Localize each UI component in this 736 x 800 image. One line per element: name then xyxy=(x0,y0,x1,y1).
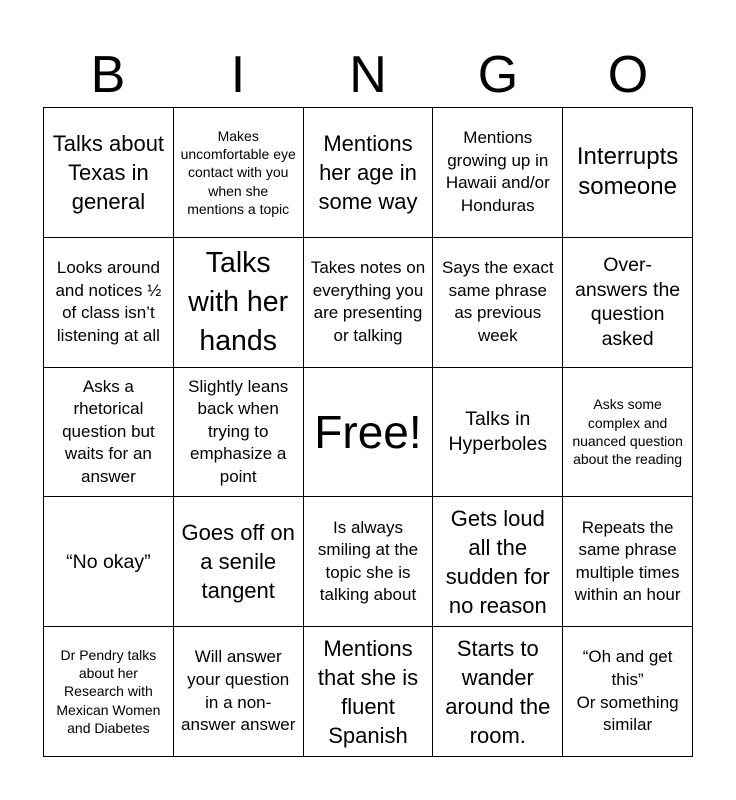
bingo-cell-r1c1[interactable]: Talks about Texas in general xyxy=(44,108,174,238)
bingo-cell-r5c2[interactable]: Will answer your question in a non-answer answer xyxy=(174,627,304,757)
bingo-cell-r1c2[interactable]: Makes uncomfortable eye contact with you when she mentions a topic xyxy=(174,108,304,238)
header-letter-b: B xyxy=(90,46,126,104)
bingo-cell-r1c4[interactable]: Mentions growing up in Hawaii and/or Honduras xyxy=(433,108,563,238)
header-letter-i: I xyxy=(230,46,246,104)
bingo-board xyxy=(43,107,693,757)
bingo-cell-r5c3[interactable]: Mentions that she is fluent Spanish xyxy=(304,627,434,757)
bingo-cell-r4c5[interactable]: Repeats the same phrase multiple times within an hour xyxy=(563,497,693,627)
bingo-header xyxy=(43,42,693,108)
header-letter-n: N xyxy=(349,46,387,104)
bingo-cell-r2c1[interactable]: Looks around and notices ½ of class isn’t listening at all xyxy=(44,238,174,368)
bingo-cell-r4c3[interactable]: Is always smiling at the topic she is talking about xyxy=(304,497,434,627)
bingo-cell-r3c4[interactable]: Talks in Hyperboles xyxy=(433,368,563,498)
bingo-cell-r1c5[interactable]: Interrupts someone xyxy=(563,108,693,238)
bingo-cell-r4c1[interactable]: “No okay” xyxy=(44,497,174,627)
bingo-cell-r3c2[interactable]: Slightly leans back when trying to emphasize a point xyxy=(174,368,304,498)
bingo-cell-r3c5[interactable]: Asks some complex and nuanced question about the reading xyxy=(563,368,693,498)
bingo-cell-r1c3[interactable]: Mentions her age in some way xyxy=(304,108,434,238)
bingo-cell-r2c4[interactable]: Says the exact same phrase as previous week xyxy=(433,238,563,368)
bingo-cell-r2c3[interactable]: Takes notes on everything you are presenting or talking xyxy=(304,238,434,368)
header-letter-g: G xyxy=(477,46,519,104)
bingo-cell-r5c5[interactable]: “Oh and get this” Or something similar xyxy=(563,627,693,757)
bingo-cell-r2c5[interactable]: Over-answers the question asked xyxy=(563,238,693,368)
bingo-cell-r4c2[interactable]: Goes off on a senile tangent xyxy=(174,497,304,627)
bingo-cell-r5c4[interactable]: Starts to wander around the room. xyxy=(433,627,563,757)
bingo-cell-r4c4[interactable]: Gets loud all the sudden for no reason xyxy=(433,497,563,627)
bingo-cell-r5c1[interactable]: Dr Pendry talks about her Research with Mexican Women and Diabetes xyxy=(44,627,174,757)
header-letter-o: O xyxy=(607,46,649,104)
bingo-cell-r3c1[interactable]: Asks a rhetorical question but waits for an answer xyxy=(44,368,174,498)
free-space-cell[interactable]: Free! xyxy=(304,368,434,498)
bingo-cell-r2c2[interactable]: Talks with her hands xyxy=(174,238,304,368)
